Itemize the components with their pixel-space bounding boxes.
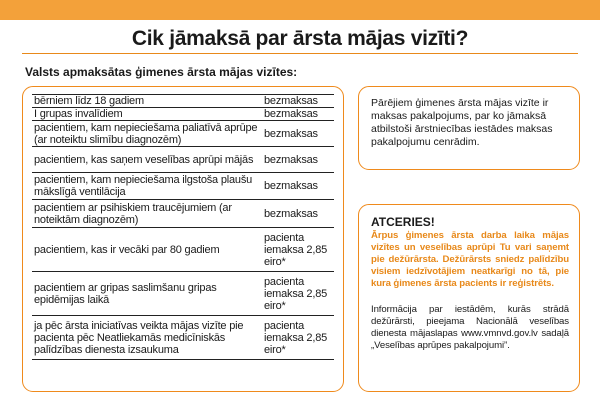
group-cell: I grupas invalīdiem: [32, 108, 260, 121]
group-cell: bērniem līdz 18 gadiem: [32, 95, 260, 108]
table-row: [32, 173, 334, 200]
title-divider: [22, 53, 578, 54]
remember-info-text: Informācija par iestādēm, kurās strādā dežūrārsti, pieejama Nacionālā veselības dienesta mājaslapas www.vmnvd.gov.lv sadaļā „Veselības aprūpes pakalpojumi”.: [371, 304, 569, 351]
other-visits-text: Pārējiem ģimenes ārsta mājas vizīte ir maksas pakalpojums, par ko jāmaksā atbilstoši ārstniecības iestādes maksas pakalpojumu cenrādim.: [371, 97, 553, 148]
group-cell: pacientiem, kam nepieciešama ilgstoša plaušu mākslīgā ventilācija: [32, 173, 260, 200]
remember-panel: [358, 204, 580, 392]
cost-cell: pacienta iemaksa 2,85 eiro*: [260, 228, 334, 272]
table-row: [32, 121, 334, 147]
table-row: [32, 147, 334, 173]
cost-cell: pacienta iemaksa 2,85 eiro*: [260, 272, 334, 316]
cost-cell: bezmaksas: [260, 108, 334, 121]
top-color-band: [0, 0, 600, 20]
table-row: [32, 272, 334, 316]
group-cell: pacientiem, kas saņem veselības aprūpi mājās: [32, 147, 260, 173]
cost-cell: bezmaksas: [260, 121, 334, 147]
cost-cell: bezmaksas: [260, 147, 334, 173]
cost-cell: bezmaksas: [260, 173, 334, 200]
cost-cell: bezmaksas: [260, 200, 334, 228]
table-row: [32, 108, 334, 121]
table-row: [32, 228, 334, 272]
other-visits-panel: [358, 86, 580, 170]
group-cell: pacientiem ar gripas saslimšanu gripas epidēmijas laikā: [32, 272, 260, 316]
remember-highlight-text: Ārpus ģimenes ārsta darba laika mājas vizītes un veselības aprūpi Tu vari saņemt pie dežūrārsta. Dežūrārsts sniedz palīdzību visiem iedzīvotājiem neatkarīgi no tā, pie kura ģimenes ārsta pacients ir reģistrēts.: [371, 230, 569, 289]
cost-cell: bezmaksas: [260, 95, 334, 108]
group-cell: ja pēc ārsta iniciatīvas veikta mājas vizīte pie pacienta pēc Neatliekamās medicīniskās palīdzības dienesta izsaukuma: [32, 316, 260, 360]
table-row: [32, 316, 334, 360]
table-row: [32, 95, 334, 108]
cost-cell: pacienta iemaksa 2,85 eiro*: [260, 316, 334, 360]
visit-table: [32, 94, 334, 360]
section-heading: Valsts apmaksātas ģimenes ārsta mājas vizītes:: [25, 65, 298, 79]
page-title: Cik jāmaksā par ārsta mājas vizīti?: [131, 27, 469, 50]
group-cell: pacientiem, kas ir vecāki par 80 gadiem: [32, 228, 260, 272]
group-cell: pacientiem ar psihiskiem traucējumiem (ar noteiktām diagnozēm): [32, 200, 260, 228]
remember-heading: ATCERIES!: [371, 215, 435, 229]
group-cell: pacientiem, kam nepieciešama paliatīvā aprūpe (ar noteiktu slimību diagnozēm): [32, 121, 260, 147]
table-row: [32, 200, 334, 228]
